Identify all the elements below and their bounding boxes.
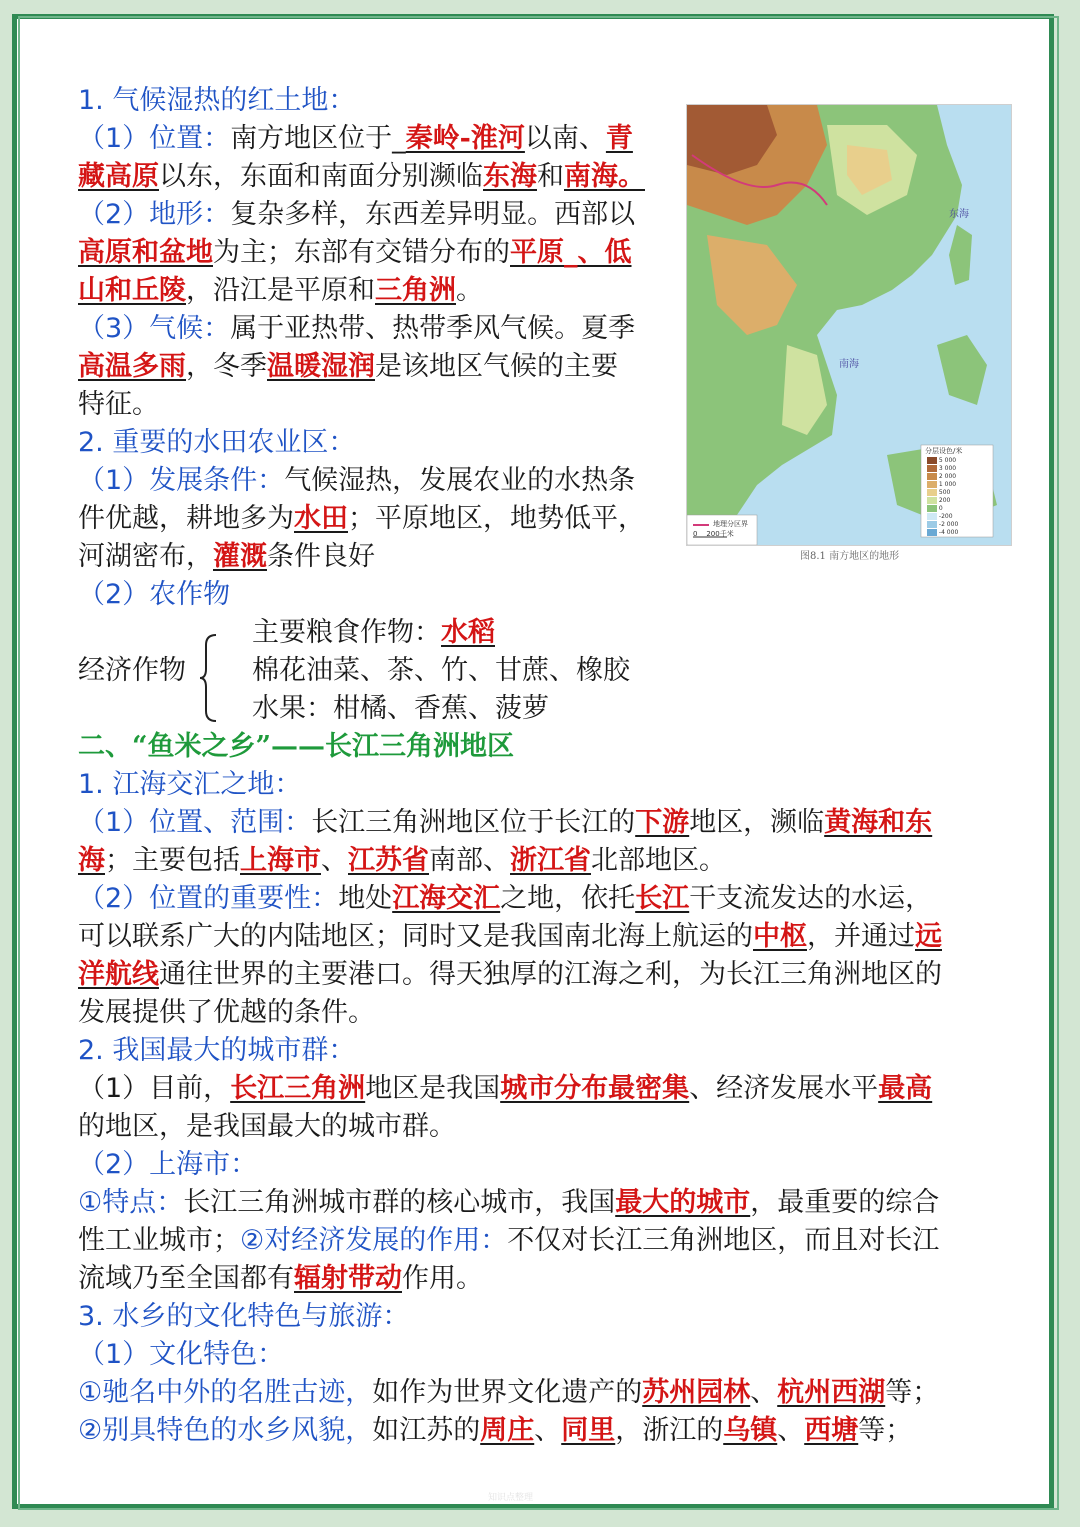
text: （1）目前， (78, 1073, 231, 1104)
keyword: 温暖湿润 (267, 351, 375, 382)
text: 气候湿热，发展农业的水热条 (284, 465, 636, 496)
towns-label: ②别具特色的水乡风貌， (78, 1415, 373, 1446)
text: 北部地区。 (591, 845, 726, 876)
citygroup-line-2: 的地区，是我国最大的城市群。 (78, 1111, 456, 1142)
text: 以东，东面和南面分别濒临 (159, 161, 483, 192)
text: 、经济发展水平 (689, 1073, 879, 1104)
keyword: 山和丘陵 (78, 275, 186, 306)
text: ，浙江的 (615, 1415, 724, 1446)
notes-content (78, 82, 1008, 1450)
text: 南部、 (429, 845, 510, 876)
text: 干支流发达的水运， (689, 883, 933, 914)
keyword: 西塘 (804, 1415, 859, 1446)
keyword: 最大的城市 (615, 1187, 751, 1218)
keyword: 周庄 (480, 1415, 535, 1446)
text: 以南、 (524, 123, 606, 154)
location-label: （1）位置： (78, 123, 231, 154)
legend-value: 3 000 (938, 465, 957, 472)
legend-value: -4 000 (938, 529, 959, 536)
text: 为主；东部有交错分布的 (213, 237, 510, 268)
legend-value: 2 000 (938, 473, 957, 480)
text: ，冬季 (186, 351, 267, 382)
keyword: 浙江省 (510, 845, 591, 876)
sea-label-east: 东海 (949, 209, 969, 220)
text: 复杂多样，东西差异明显。西部以 (230, 199, 636, 230)
sea-label-south: 南海 (839, 359, 859, 370)
text: 如作为世界文化遗产的 (372, 1377, 643, 1408)
legend-value: 0 (938, 505, 943, 512)
location-line-1 (78, 120, 1008, 158)
shanghai-line-1 (78, 1184, 1008, 1222)
keyword: 洋航线 (78, 959, 159, 990)
keyword: 上海市 (240, 845, 321, 876)
terrain-line-2 (78, 234, 1008, 272)
keyword: 水稻 (441, 617, 495, 648)
crops-label: （2）农作物 (78, 579, 231, 610)
text: 地处 (338, 883, 393, 914)
legend-value: 1 000 (938, 481, 957, 488)
feature-label: ①特点： (78, 1187, 184, 1218)
shanghai-line-3 (78, 1260, 1008, 1298)
legend-value: 500 (938, 489, 951, 496)
fruit-line: 水果：柑橘、香蕉、菠萝 (252, 693, 549, 724)
text: 地区，濒临 (689, 807, 825, 838)
text: 长江三角洲城市群的核心城市，我国 (183, 1187, 616, 1218)
climate-label: （3）气候： (78, 313, 231, 344)
text: ，沿江是平原和 (186, 275, 375, 306)
importance-line-4: 发展提供了优越的条件。 (78, 997, 375, 1028)
keyword: 最高 (878, 1073, 933, 1104)
legend-value: -2 000 (938, 521, 959, 528)
keyword: 中枢 (753, 921, 807, 952)
text: 如江苏的 (372, 1415, 481, 1446)
culture-line-2 (78, 1412, 1008, 1450)
citygroup-line-1 (78, 1070, 1008, 1108)
text: 等； (885, 1377, 940, 1408)
text: 主要粮食作物： (252, 617, 441, 648)
text: 属于亚热带、热带季风气候。夏季 (230, 313, 636, 344)
range-line-2 (78, 842, 1008, 880)
map-scale: 0 200千米 (693, 530, 734, 538)
text: 南方地区位于_ (230, 123, 406, 154)
text: 棉花油菜、茶、竹、甘蔗、橡胶 (252, 655, 630, 686)
role-label: ②对经济发展的作用： (240, 1225, 508, 1256)
part2-title: 二、“鱼米之乡”——长江三角洲地区 (78, 731, 515, 762)
map-boundary-label: 地理分区界 (713, 520, 748, 528)
keyword: 江海交汇 (392, 883, 501, 914)
keyword: 东海 (483, 161, 537, 192)
economic-label: 经济作物 (78, 655, 186, 686)
culture-line-1 (78, 1374, 1008, 1412)
text: 河湖密布， (78, 541, 213, 572)
terrain-line-3 (78, 272, 1008, 310)
keyword: 乌镇 (723, 1415, 778, 1446)
text: 之地，依托 (500, 883, 636, 914)
text: 、 (750, 1377, 778, 1408)
text: 不仅对长江三角洲地区，而且对长江 (507, 1225, 940, 1256)
shanghai-line-2 (78, 1222, 1008, 1260)
text: 作用。 (402, 1263, 483, 1294)
text: 性工业城市； (78, 1225, 240, 1256)
conditions-line-3 (78, 538, 1008, 576)
culture-label: （1）文化特色： (78, 1339, 285, 1370)
keyword: 辐射带动 (294, 1263, 402, 1294)
text: 通往世界的主要港口。得天独厚的江海之利，为长江三角洲地区的 (159, 959, 942, 990)
footer-watermark: 知识点整理 (488, 1493, 534, 1503)
keyword: 下游 (635, 807, 690, 838)
text: 条件良好 (267, 541, 375, 572)
keyword: 高原和盆地 (78, 237, 213, 268)
text: 等； (858, 1415, 913, 1446)
text: 地区是我国 (365, 1073, 501, 1104)
text: 、 (777, 1415, 805, 1446)
climate-line-2 (78, 348, 1008, 386)
text: ；主要包括 (105, 845, 240, 876)
terrain-line-1 (78, 196, 1008, 234)
keyword: 青 (605, 123, 633, 154)
keyword: 远 (915, 921, 942, 952)
keyword: 水田 (294, 503, 348, 534)
conditions-line-1 (78, 462, 1008, 500)
keyword: 平原_、低 (510, 237, 632, 268)
part2-s3-heading: 3. 水乡的文化特色与旅游： (78, 1301, 410, 1332)
importance-line-1 (78, 880, 1008, 918)
range-label: （1）位置、范围： (78, 807, 312, 838)
text: 是该地区气候的主要 (375, 351, 618, 382)
sites-label: ①驰名中外的名胜古迹， (78, 1377, 373, 1408)
range-line-1 (78, 804, 1008, 842)
part2-s1-heading: 1. 江海交汇之地： (78, 769, 302, 800)
conditions-label: （1）发展条件： (78, 465, 285, 496)
location-line-2 (78, 158, 1008, 196)
climate-line-1 (78, 310, 1008, 348)
text: 流域乃至全国都有 (78, 1263, 294, 1294)
keyword: 杭州西湖 (777, 1377, 886, 1408)
climate-line-3: 特征。 (78, 389, 159, 420)
grain-line (78, 614, 1008, 652)
map-legend-title: 分层设色/米 (925, 447, 963, 455)
keyword: 江苏省 (348, 845, 429, 876)
keyword: 藏高原 (78, 161, 159, 192)
keyword: 高温多雨 (78, 351, 186, 382)
keyword: 三角洲 (375, 275, 456, 306)
text: 可以联系广大的内陆地区；同时又是我国南北海上航运的 (78, 921, 753, 952)
legend-value: -200 (938, 513, 953, 520)
keyword: 长江 (635, 883, 690, 914)
conditions-line-2 (78, 500, 1008, 538)
text: ；平原地区，地势低平， (348, 503, 645, 534)
keyword: 海 (78, 845, 105, 876)
text: ，最重要的综合 (750, 1187, 940, 1218)
shanghai-label: （2）上海市： (78, 1149, 258, 1180)
text: 长江三角洲地区位于长江的 (311, 807, 636, 838)
section1-heading: 1. 气候湿热的红土地： (78, 85, 356, 116)
keyword: 苏州园林 (642, 1377, 751, 1408)
legend-value: 200 (938, 497, 951, 504)
text: 、 (321, 845, 348, 876)
text: 。 (456, 275, 483, 306)
keyword: 黄海和东 (824, 807, 933, 838)
text: 、 (534, 1415, 562, 1446)
legend-value: 5 000 (938, 457, 957, 464)
keyword: 同里 (561, 1415, 616, 1446)
keyword: 灌溉 (213, 541, 267, 572)
text: 件优越，耕地多为 (78, 503, 294, 534)
importance-line-2 (78, 918, 1008, 956)
section2-heading: 2. 重要的水田农业区： (78, 427, 356, 458)
map-caption: 图8.1 南方地区的地形 (800, 551, 900, 562)
cash-line (78, 652, 1008, 690)
importance-label: （2）位置的重要性： (78, 883, 339, 914)
importance-line-3 (78, 956, 1008, 994)
keyword: 南海。 (564, 161, 645, 192)
keyword: 秦岭-淮河 (405, 123, 525, 154)
keyword: 城市分布最密集 (500, 1073, 690, 1104)
terrain-label: （2）地形： (78, 199, 231, 230)
keyword: 长江三角洲 (230, 1073, 366, 1104)
part2-s2-heading: 2. 我国最大的城市群： (78, 1035, 356, 1066)
text: ，并通过 (807, 921, 915, 952)
text: 和 (537, 161, 564, 192)
